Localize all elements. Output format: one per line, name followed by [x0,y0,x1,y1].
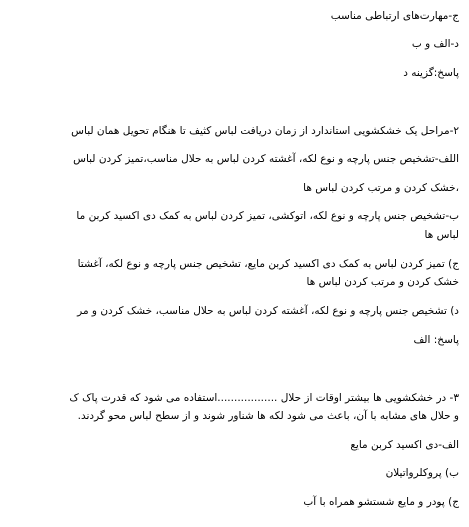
q2-option-a-line-1: اللف-تشخیص جنس پارچه و نوع لکه، آغشته کردن لباس به حلال مناسب،تمیز کردن لباس [73,153,459,165]
answer-line-1: پاسخ:گزینه د [403,67,459,79]
question-2-line: ۲-مراحل یک خشکشویی استاندارد از زمان دریافت لباس کثیف تا هنگام تحویل همان لباس [71,125,459,137]
option-c-line: ج-مهارت‌های ارتباطی مناسب [330,10,459,22]
q3-option-a-line: الف-دی اکسید کربن مایع [350,439,459,451]
q3-option-c-line: ج) پودر و مایع شستشو همراه با آب [303,496,459,508]
q2-option-b-line-1: ب-تشخیص جنس پارچه و نوع لکه، اتوکشی، تمیز کردن لباس به کمک دی اکسید کربن ما [76,210,459,222]
option-d-line: د-الف و ب [411,38,459,50]
q2-option-a-line-2: ،خشک کردن و مرتب کردن لباس ها [303,182,459,194]
q2-option-c-line-2: خشک کردن و مرتب کردن لباس ها [306,276,459,288]
answer-line-2: پاسخ: الف [413,334,459,346]
question-3-line-1: ۳- در خشکشویی ها بیشتر اوقات از حلال ..................استفاده می شود که قدرت پاک ک [69,392,459,404]
q2-option-d-line: د) تشخیص جنس پارچه و نوع لکه، آغشته کردن لباس به حلال مناسب، خشک کردن و مر [77,305,459,317]
q3-option-b-line: ب) پروکلرواتیلان [385,467,459,479]
question-3-line-2: و حلال های مشابه با آن، باعث می شود لکه ها شناور شوند و از سطح لباس محو گردند. [77,410,459,422]
q2-option-b-line-2: لباس ها [424,229,459,241]
q2-option-c-line-1: ج) تمیز کردن لباس به کمک دی اکسید کربن مایع، تشخیص جنس پارچه و نوع لکه، آغشتا [77,258,459,270]
